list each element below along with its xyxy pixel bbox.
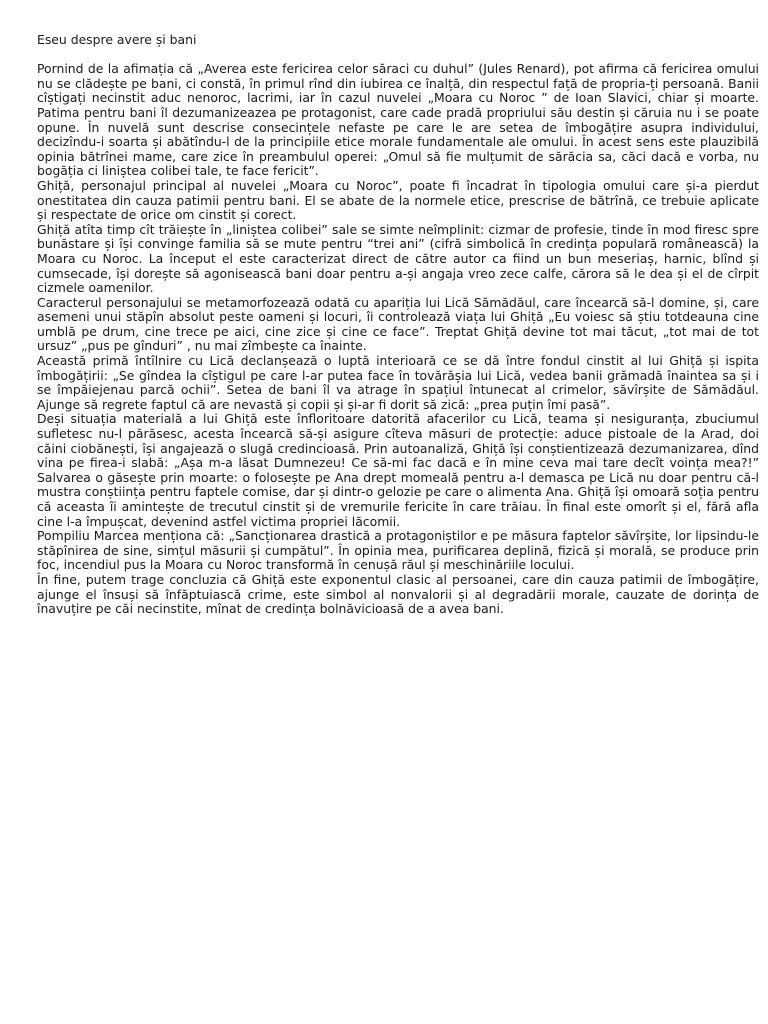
document-page (37, 33, 759, 617)
document-title: Eseu despre avere și bani (37, 32, 197, 47)
paragraph-3: Ghiță atîta timp cît trăiește în „liniștea colibei” sale se simte neîmplinit: cizmar de profesie, tinde în mod firesc spre bunăstare și își convinge familia să se mute pentru “trei ani” (cifră simbolică în credința populară românească) la Moara cu Noroc. La început el este caracterizat direct de către autor ca fiind un bun meseriaș, harnic, blînd și cumsecade, își dorește să agonisească bani doar pentru a-și angaja vreo zece calfe, cărora să le dea și el de cîrpit cizmele oamenilor. (37, 221, 759, 296)
paragraph-6: Deși situația materială a lui Ghiță este înfloritoare datorită afacerilor cu Lică, teama și nesiguranța, zbuciumul sufletesc nu-l părăsesc, acesta încearcă să-și asigure cîteva măsuri de protecție: aduce pistoale de la Arad, doi căini ciobănești, își angajează o slugă credincioasă. Prin autoanaliză, Ghiță își conștientizează dezumanizarea, dînd vina pe firea-i slabă: „Așa m-a lăsat Dumnezeu! Ce să-mi fac dacă e în mine ceva mai tare decît voința mea?!” Salvarea o găsește prin moarte: o folosește pe Ana drept momeală pentru a-l demasca pe Lică nu doar pentru că-l mustra conștiința pentru faptele comise, dar și dintr-o gelozie pe care o alimenta Ana. Ghiță își omoară soția pentru că aceasta îi amintește de trecutul cinstit și de vremurile fericite în care trăiau. În final este omorît și el, fără afla cine l-a împușcat, devenind astfel victima propriei lăcomii. (37, 411, 759, 529)
paragraph-5: Această primă întîlnire cu Lică declanșează o luptă interioară ce se dă între fondul cinstit al lui Ghiță și ispita îmbogățirii: „Se gîndea la cîștigul pe care l-ar putea face în tovărășia lui Lică, vedea banii grămadă înaintea sa și i se împăiejenau parcă ochii”. Setea de bani îl va atrage în spațiul întunecat al crimelor, săvîrșite de Sămădăul. Ajunge să regrete faptul că are nevastă și copii și și-ar fi dorit să zică: „prea puțin îmi pasă”. (37, 353, 759, 412)
paragraph-8: În fine, putem trage concluzia că Ghiță este exponentul clasic al persoanei, care din cauza patimii de îmbogățire, ajunge el însuși să înfăptuiască crime, este simbol al nonvalorii și al degradării morale, cauzate de dorința de înavuțire pe căi necinstite, mînat de credința bolnăvicioasă de a avea bani. (37, 571, 759, 617)
paragraph-2: Ghiță, personajul principal al nuvelei „Moara cu Noroc”, poate fi încadrat în tipologia omului care și-a pierdut onestitatea din cauza patimii pentru bani. El se abate de la normele etice, prescrise de bătrînă, ce trebuie aplicate și respectate de orice om cinstit și corect. (37, 177, 759, 223)
paragraph-1: Pornind de la afimația că „Averea este fericirea celor săraci cu duhul” (Jules Renard), pot afirma că fericirea omului nu se clădește pe bani, ci constă, în primul rînd din iubirea ce înalță, din respectul față de propria-ți persoană. Banii cîștigați necinstit aduc nenoroc, lacrimi, iar în cazul nuvelei „Moara cu Noroc ” de Ioan Slavici, chiar și moarte. Patima pentru bani îl dezumanizeazea pe protagonist, care cade pradă propriului său destin și căruia nu i se poate opune. În nuvelă sunt descrise consecințele nefaste pe care le are setea de îmbogățire asupra individului, decizîndu-i soarta și abătîndu-l de la principiile etice morale fundamentale ale omului. În acest sens este plauzibilă opinia bătrînei mame, care zice în preambulul operei: „Omul să fie mulțumit de sărăcia sa, căci dacă e vorba, nu bogăția ci liniștea colibei tale, te face fericit”. (37, 61, 759, 179)
paragraph-7: Pompiliu Marcea menționa că: „Sancționarea drastică a protagoniștilor e pe măsura faptelor săvîrșite, lor lipsindu-le stăpînirea de sine, simțul măsurii și cumpătul”. În opinia mea, purificarea deplină, fizică și morală, se produce prin foc, incendiul pus la Moara cu Noroc transformă în cenușă răul și meschinăriile locului. (37, 528, 759, 573)
paragraph-4: Caracterul personajului se metamorfozează odată cu apariția lui Lică Sămădăul, care încearcă să-l domine, și, care asemeni unui stăpîn absolut peste oameni și locuri, îi controlează viața lui Ghiță „Eu voiesc să știu totdeauna cine umblă pe drum, cine trece pe aici, cine zice și cine ce face”. Treptat Ghiță devine tot mai tăcut, „tot mai de tot ursuz” „pus pe gînduri” , nu mai zîmbește ca înainte. (37, 294, 759, 354)
